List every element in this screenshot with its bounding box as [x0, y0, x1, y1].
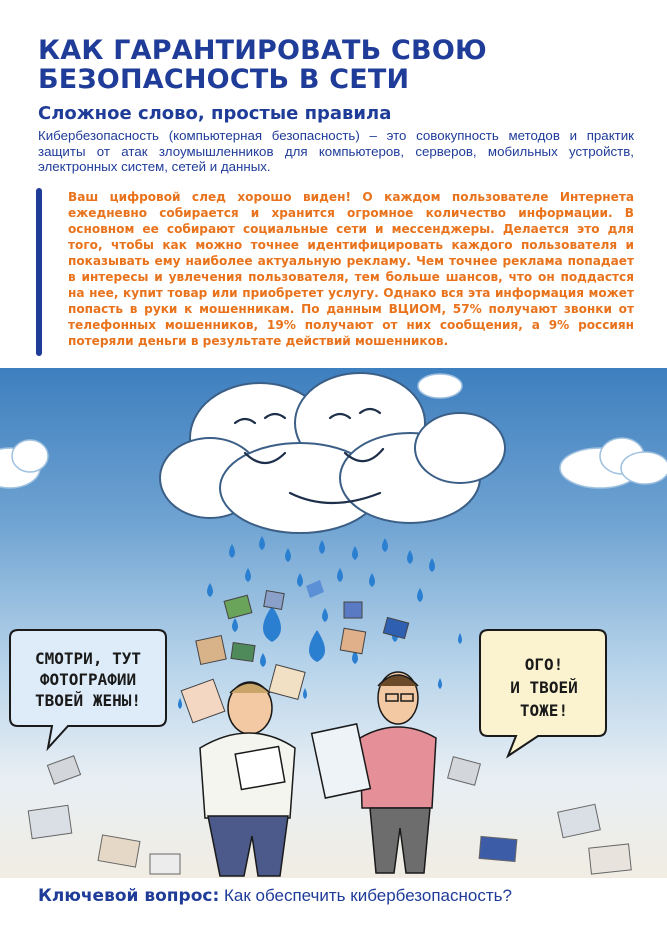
cartoon-illustration [0, 368, 667, 878]
quote-paragraph: Ваш цифровой след хорошо виден! О каждом пользователе Интернета ежедневно собирается и хранится огромное количество информации. В основном ее собирают социальные сети и мессенджеры. Делается это для того, чтобы как можно точнее идентифицировать каждого пользователя и показывать ему наиболее актуальную рекламу. Чем точнее реклама попадает в интересы и увлечения пользователя, тем больше шансов, что он поддастся на нее, купит товар или приобретет услугу. Однако вся эта информация может попасть в руки к мошенникам. По данным ВЦИОМ, 57% получают звонки от телефонных мошенников, 19% получают от них сообщения, а 9% россиян потеряли деньги в результате действий мошенников. [68, 190, 634, 348]
right-bubble-line-1: ОГО! [524, 655, 564, 674]
right-bubble-line-3: ТОЖЕ! [519, 701, 569, 720]
left-bubble-line-3: ТВОЕЙ ЖЕНЫ! [35, 691, 141, 710]
small-cloud-left [0, 440, 48, 488]
key-question-text: Как обеспечить кибербезопасность? [219, 886, 512, 905]
right-man-figure [312, 672, 436, 873]
small-cloud-far-right [418, 374, 462, 398]
hugging-cloud [160, 373, 505, 533]
section-subtitle: Сложное слово, простые правила [38, 103, 392, 124]
raindrops [178, 536, 462, 709]
right-bubble-line-2: И ТВОЕЙ [510, 678, 578, 697]
title-line-2: БЕЗОПАСНОСТЬ В СЕТИ [38, 64, 410, 95]
left-speech-bubble [10, 630, 166, 748]
title-line-1: КАК ГАРАНТИРОВАТЬ СВОЮ [38, 35, 487, 66]
page-title [38, 36, 638, 94]
quote-accent-bar [36, 188, 42, 356]
left-bubble-line-2: ФОТОГРАФИИ [39, 670, 137, 689]
intro-paragraph: Кибербезопасность (компьютерная безопасность) – это совокупность методов и практик защиты от атак злоумышленников для компьютеров, серверов, мобильных устройств, электронных систем, сетей и данных. [38, 128, 634, 174]
right-speech-bubble [480, 630, 606, 756]
key-question [38, 884, 638, 908]
left-bubble-line-1: СМОТРИ, ТУТ [35, 649, 141, 668]
cartoon-svg [0, 368, 667, 878]
key-question-label: Ключевой вопрос: [38, 886, 220, 906]
small-cloud-right [560, 438, 667, 488]
falling-photos [181, 591, 408, 723]
